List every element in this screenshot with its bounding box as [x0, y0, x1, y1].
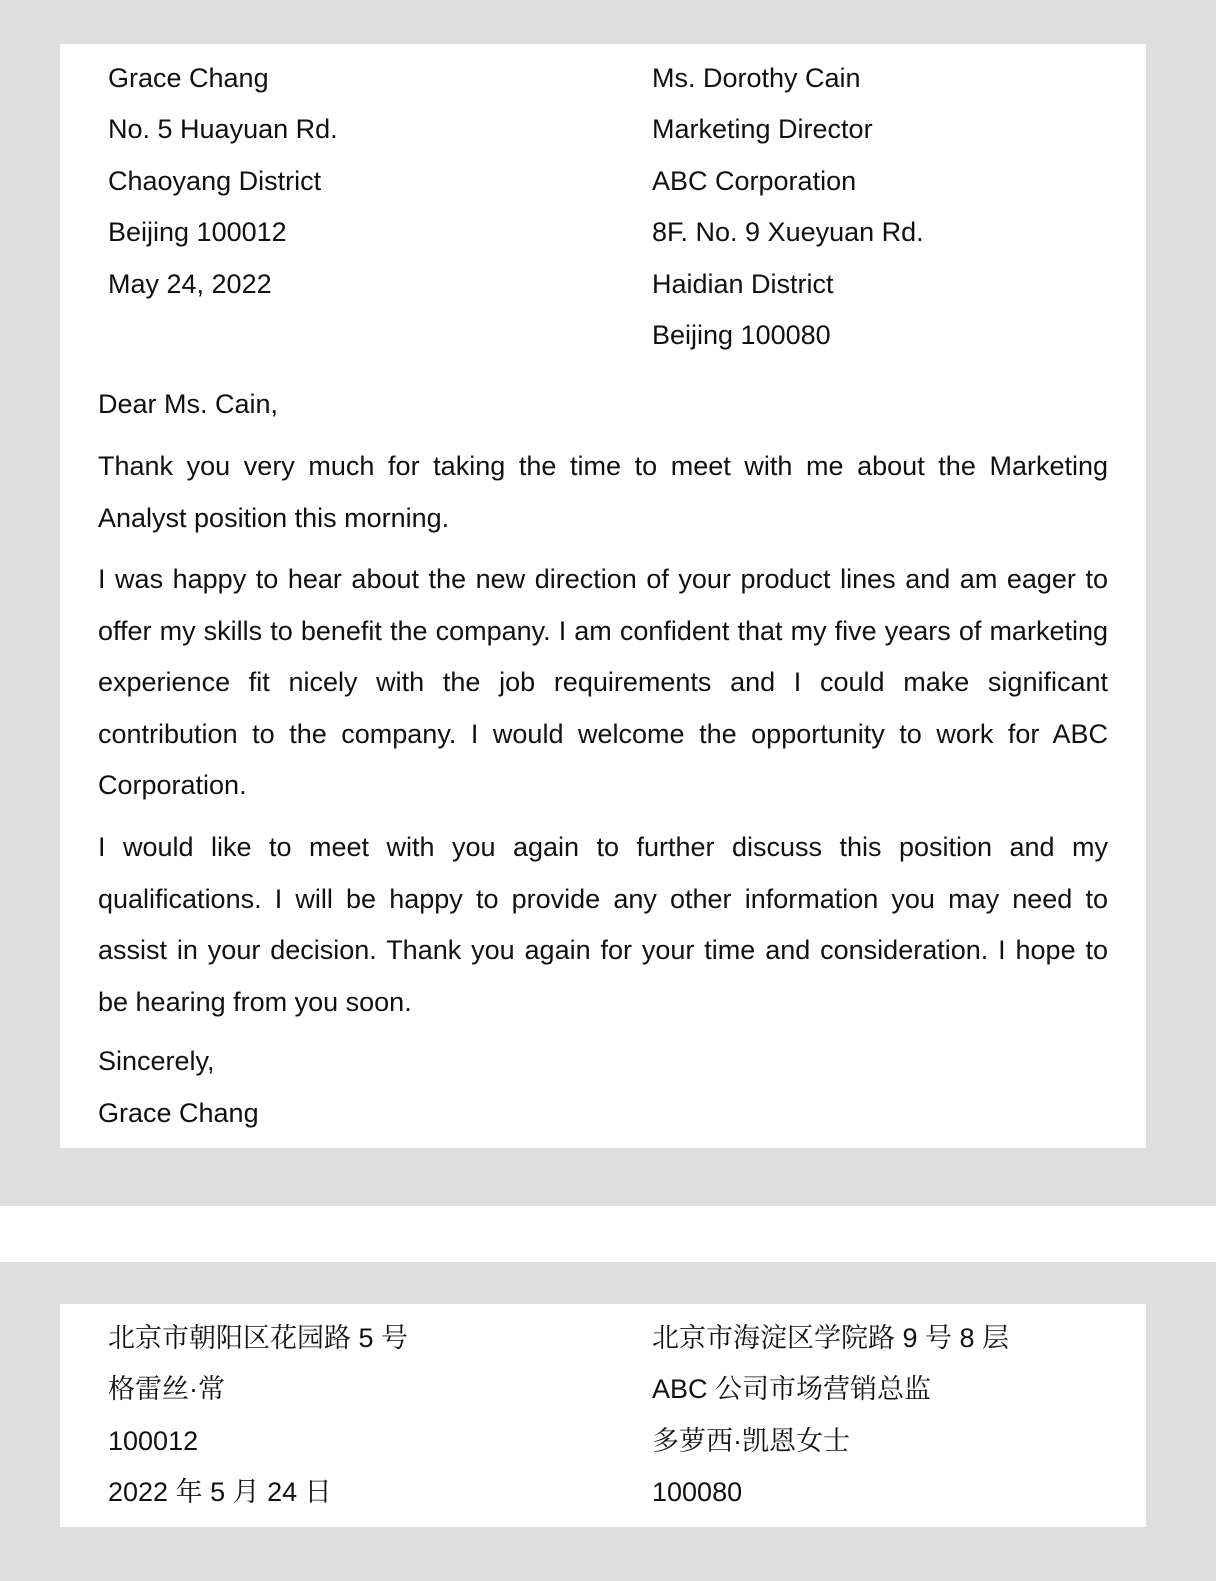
sender-name: Grace Chang [108, 63, 269, 93]
chinese-date: 2022 年 5 月 24 日 [108, 1477, 332, 1507]
chinese-recipient-name: 多萝西·凯恩女士 [652, 1426, 850, 1456]
signature: Grace Chang [98, 1098, 259, 1128]
body-paragraph-3: I would like to meet with you again to further discuss this position and my qualifications. I will be happy to provide any other information you may need to assist in your decision. Thank you again for your time and consideration. I hope to be hearing from you soon. [98, 832, 1108, 1017]
sender-address-line2: Chaoyang District [108, 166, 322, 196]
chinese-sender-postcode: 100012 [108, 1426, 199, 1456]
recipient-address-line1: 8F. No. 9 Xueyuan Rd. [652, 217, 924, 247]
chinese-recipient-postcode: 100080 [652, 1477, 743, 1507]
body-paragraph-2: I was happy to hear about the new direction of your product lines and am eager to offer my skills to benefit the company. I am confident that my five years of marketing experience fit nicely with the job requirements and I could make significant contribution to the company. I would welcome the opportunity to work for ABC Corporation. [98, 564, 1108, 800]
chinese-recipient-address: 北京市海淀区学院路 9 号 8 层 [652, 1323, 1010, 1353]
letter-date: May 24, 2022 [108, 269, 272, 299]
chinese-sender-address: 北京市朝阳区花园路 5 号 [108, 1323, 409, 1353]
chinese-envelope-info [60, 1304, 1146, 1527]
recipient-address-line2: Haidian District [652, 269, 834, 299]
recipient-company: ABC Corporation [652, 166, 857, 196]
body-paragraph-1: Thank you very much for taking the time to meet with me about the Marketing Analyst position this morning. [98, 451, 1108, 533]
chinese-sender-name: 格雷丝·常 [108, 1374, 225, 1404]
chinese-recipient-company-title: ABC 公司市场营销总监 [652, 1374, 932, 1404]
english-letter [60, 44, 1146, 1148]
sender-address-line1: No. 5 Huayuan Rd. [108, 114, 338, 144]
salutation: Dear Ms. Cain, [98, 389, 279, 419]
recipient-title: Marketing Director [652, 114, 873, 144]
sender-address-line3: Beijing 100012 [108, 217, 287, 247]
recipient-name: Ms. Dorothy Cain [652, 63, 861, 93]
closing: Sincerely, [98, 1046, 215, 1076]
recipient-address-line3: Beijing 100080 [652, 320, 831, 350]
